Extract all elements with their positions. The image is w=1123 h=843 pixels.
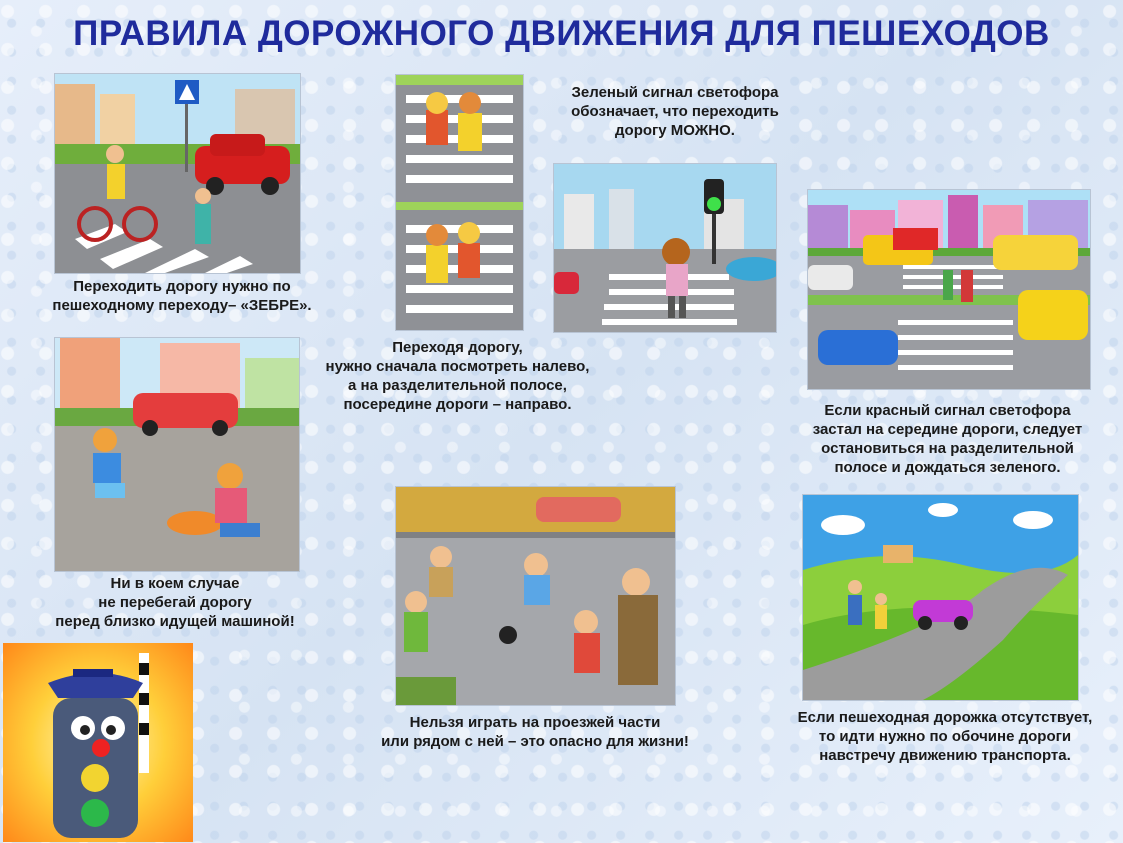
red-light-image	[807, 189, 1091, 390]
traffic-light-character-image	[3, 643, 193, 842]
rule-shoulder-caption: Если пешеходная дорожка отсутствует, то идти нужно по обочине дороги навстречу движению транспорта.	[797, 709, 1093, 764]
running-kids-image	[54, 337, 300, 572]
kids-looking-image	[395, 74, 524, 331]
rule-no-run-caption: Ни в коем случае не перебегай дорогу перед близко идущей машиной!	[55, 575, 295, 630]
zebra-crossing-image	[54, 73, 301, 274]
road-shoulder-image	[802, 494, 1079, 701]
page-title: ПРАВИЛА ДОРОЖНОГО ДВИЖЕНИЯ ДЛЯ ПЕШЕХОДОВ	[73, 14, 1050, 53]
rule-look-caption: Переходя дорогу, нужно сначала посмотреть налево, а на разделительной полосе, посередине дороги – направо.	[325, 339, 590, 413]
rule-zebra-caption: Переходить дорогу нужно по пешеходному переходу– «ЗЕБРЕ».	[52, 278, 312, 314]
rule-green-caption: Зеленый сигнал светофора обозначает, что переходить дорогу МОЖНО.	[571, 84, 779, 139]
playing-kids-image	[395, 486, 676, 706]
green-light-image	[553, 163, 777, 333]
rule-red-caption: Если красный сигнал светофора застал на середине дороги, следует остановиться на разделительной полосе и дождаться зеленого.	[812, 402, 1083, 476]
rule-no-play-caption: Нельзя играть на проезжей части или рядом с ней – это опасно для жизни!	[381, 714, 689, 750]
